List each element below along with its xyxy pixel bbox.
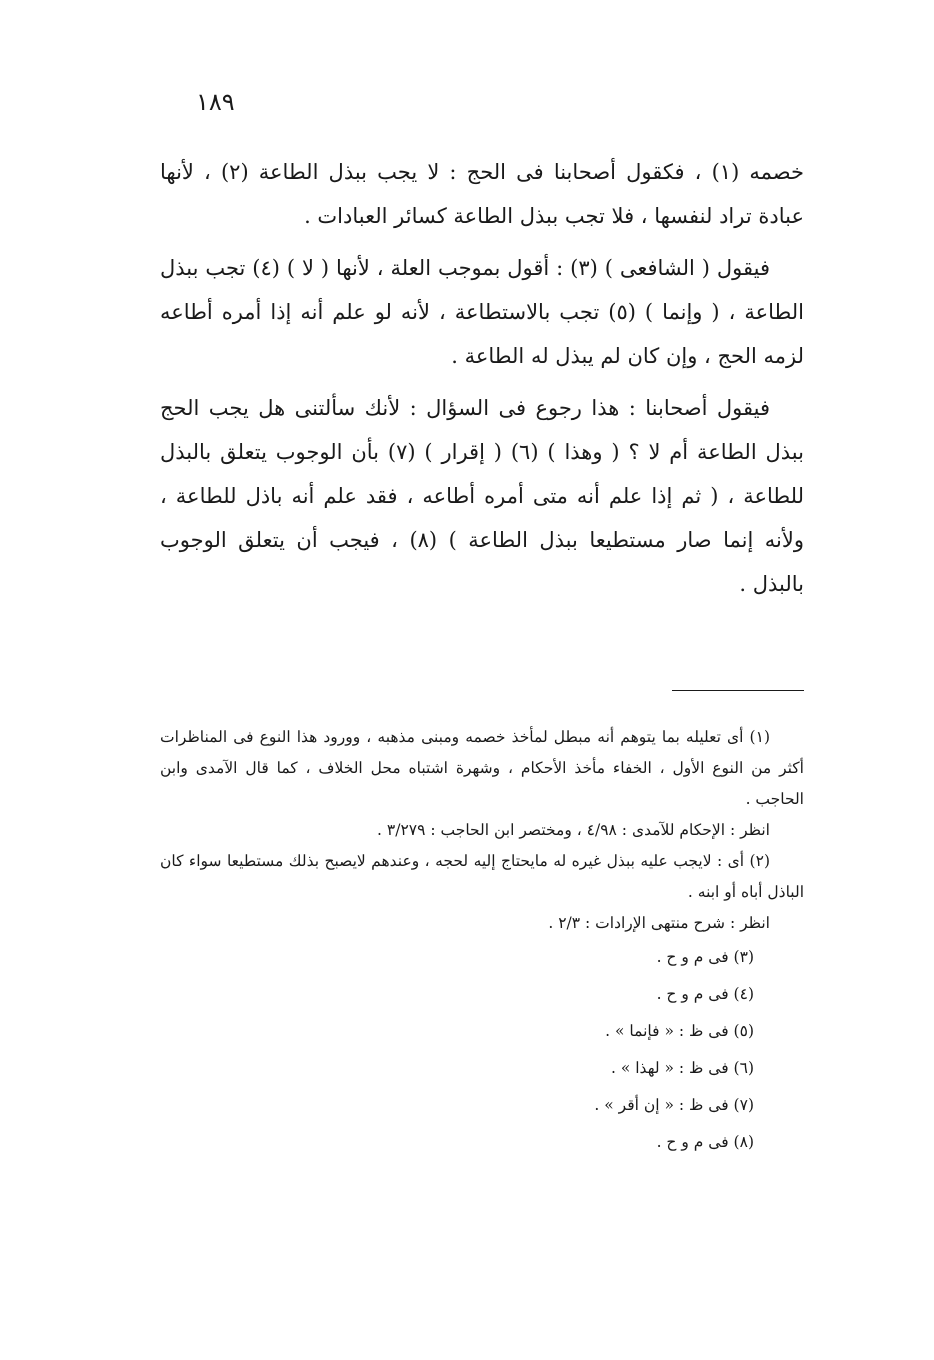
footnote-7: (٧) فى ظ : « إن أقر » . [594,1096,754,1114]
page-number: ١٨٩ [196,88,235,116]
footnote-4: (٤) فى م و ح . [656,985,754,1003]
footnote-separator [672,690,804,691]
footnote-2-reference: انظر : شرح منتهى الإرادات : ٢/٣ . [548,914,770,932]
footnote-8: (٨) فى م و ح . [656,1133,754,1151]
footnotes [160,722,804,1161]
footnote-2: (٢) أى : لايجب عليه ببذل غيره له مايحتاج إليه لحجه ، وعندهم لايصبح بذلك مستطيعا سواء كان الباذل أباه أو ابنه . [160,852,804,901]
footnote-5: (٥) فى ظ : « فإنما » . [605,1022,754,1040]
footnote-1: (١) أى تعليله بما يتوهم أنه مبطل لمأخذ خصمه ومبنى مذهبه ، وورود هذا النوع فى المناظرات أكثر من النوع الأول ، الخفاء مأخذ الأحكام ، وشهرة اشتباه محل الخلاف ، كما قال الآمدى وابن الحاجب . [160,728,804,808]
footnote-6: (٦) فى ظ : « لهذا » . [610,1059,754,1077]
footnote-3: (٣) فى م و ح . [656,948,754,966]
paragraph-2: فيقول ( الشافعى ) (٣) : أقول بموجب العلة ، لأنها ( لا ) (٤) تجب ببذل الطاعة ، ( وإنما ) (٥) تجب بالاستطاعة ، لأنه لو علم أنه إذا أمره أطاعه لزمه الحج ، وإن كان لم يبذل له الطاعة . [160,256,804,368]
paragraph-1: خصمه (١) ، فكقول أصحابنا فى الحج : لا يجب ببذل الطاعة (٢) ، لأنها عبادة تراد لنفسها ، فلا تجب ببذل الطاعة كسائر العبادات . [160,160,804,228]
main-text [160,150,804,614]
footnote-1-reference: انظر : الإحكام للآمدى : ٤/٩٨ ، ومختصر ابن الحاجب : ٣/٢٧٩ . [377,821,770,839]
paragraph-3: فيقول أصحابنا : هذا رجوع فى السؤال : لأنك سألتنى هل يجب الحج ببذل الطاعة أم لا ؟ ( وهذا ) (٦) ( إقرار ) (٧) بأن الوجوب يتعلق بالبذل للطاعة ، ( ثم إذا علم أنه متى أمره أطاعه ، فقد علم أنه باذل للطاعة ، ولأنه إنما صار مستطيعا ببذل الطاعة ) (٨) ، فيجب أن يتعلق الوجوب بالبذل . [160,396,804,596]
